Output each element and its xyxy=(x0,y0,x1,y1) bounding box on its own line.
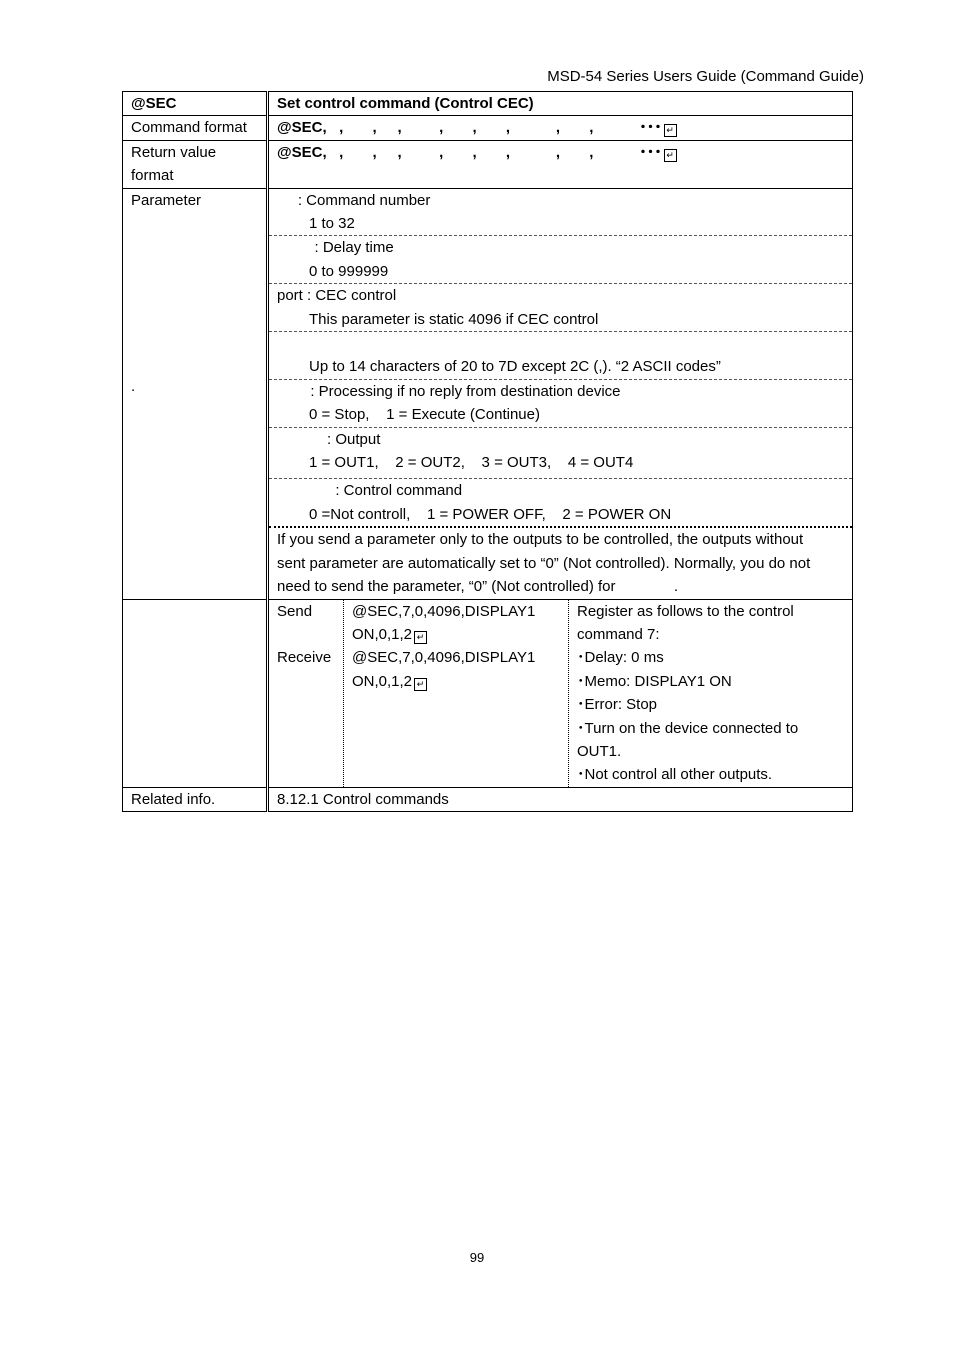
example-label-cell xyxy=(123,599,268,787)
command-name: @SEC xyxy=(123,92,268,116)
table-row xyxy=(123,787,853,811)
command-title: Set control command (Control CEC) xyxy=(268,92,853,116)
table-row xyxy=(123,116,853,140)
example-desc-line: ･Delay: 0 ms xyxy=(577,649,664,667)
related-label: Related info. xyxy=(123,787,268,811)
param-command-number xyxy=(269,189,852,237)
format-value: @SEC, , , , , , , , , ･･･ xyxy=(277,119,662,137)
return-key-icon: ↵ xyxy=(664,124,677,137)
param-title: port : CEC control xyxy=(277,287,397,305)
param-desc: Up to 14 characters of 20 to 7D except 2C (,). “2 ASCII codes” xyxy=(309,358,721,376)
receive-command: @SEC,7,0,4096,DISPLAY1 xyxy=(352,649,536,667)
param-desc: 0 = Stop, 1 = Execute (Continue) xyxy=(309,406,540,424)
receive-command: ON,0,1,2 xyxy=(352,672,413,690)
param-memo xyxy=(269,332,852,380)
example-desc-line: ･Turn on the device connected to xyxy=(577,719,799,737)
param-error xyxy=(269,380,852,428)
example-labels xyxy=(269,600,344,787)
send-command: @SEC,7,0,4096,DISPLAY1 xyxy=(352,602,536,620)
example-cell xyxy=(268,599,853,787)
table-row xyxy=(123,599,853,787)
receive-label: Receive xyxy=(277,649,332,667)
param-title: : Command number xyxy=(277,191,431,209)
example-description xyxy=(569,600,852,787)
param-desc: This parameter is static 4096 if CEC control xyxy=(309,310,599,328)
param-port xyxy=(269,284,852,332)
table-row xyxy=(123,92,853,116)
page-header: MSD-54 Series Users Guide (Command Guide) xyxy=(547,68,864,85)
param-desc: 1 to 32 xyxy=(309,215,355,233)
return-key-icon: ↵ xyxy=(414,631,427,644)
param-control-command xyxy=(269,479,852,528)
example-desc-line: ･Memo: DISPLAY1 ON xyxy=(577,672,732,690)
param-note xyxy=(269,528,852,598)
example-desc-line: ･Error: Stop xyxy=(577,696,658,714)
return-cell xyxy=(268,140,853,188)
return-key-icon: ↵ xyxy=(664,149,677,162)
param-output xyxy=(269,428,852,480)
param-title: : Delay time xyxy=(277,239,394,257)
example-block xyxy=(269,600,852,787)
page-number: 99 xyxy=(469,1250,485,1265)
param-desc: 1 = OUT1, 2 = OUT2, 3 = OUT3, 4 = OUT4 xyxy=(309,454,634,472)
example-commands xyxy=(344,600,569,787)
note-line: If you send a parameter only to the outputs to be controlled, the outputs without xyxy=(277,531,804,549)
parameter-label-cell xyxy=(123,188,268,599)
format-cell xyxy=(268,116,853,140)
param-delay-time xyxy=(269,236,852,284)
param-title: : Processing if no reply from destination device xyxy=(277,382,621,400)
parameter-dot: . xyxy=(131,378,136,396)
return-key-icon: ↵ xyxy=(414,678,427,691)
param-title xyxy=(277,332,844,355)
parameter-label: Parameter xyxy=(131,191,202,209)
table-row xyxy=(123,140,853,188)
param-desc: 0 to 999999 xyxy=(309,262,389,280)
send-command: ON,0,1,2 xyxy=(352,625,413,643)
format-label: Command format xyxy=(123,116,268,140)
example-desc-line: Register as follows to the control xyxy=(577,602,794,620)
send-label: Send xyxy=(277,602,313,620)
return-value: @SEC, , , , , , , , , ･･･ xyxy=(277,143,662,161)
command-table xyxy=(122,91,853,812)
example-desc-line: command 7: xyxy=(577,625,660,643)
example-desc-line: ･Not control all other outputs. xyxy=(577,766,773,784)
param-desc: 0 =Not controll, 1 = POWER OFF, 2 = POWER ON xyxy=(309,505,672,523)
parameter-cell xyxy=(268,188,853,599)
param-title: : Output xyxy=(277,430,381,448)
note-line: sent parameter are automatically set to “0” (Not controlled). Normally, you do not xyxy=(277,554,811,572)
example-desc-line: OUT1. xyxy=(577,742,622,760)
note-line: need to send the parameter, “0” (Not controlled) for . xyxy=(277,578,679,596)
table-row xyxy=(123,188,853,599)
param-title: : Control command xyxy=(277,482,463,500)
related-value: 8.12.1 Control commands xyxy=(268,787,853,811)
return-label: Return value format xyxy=(123,140,268,188)
